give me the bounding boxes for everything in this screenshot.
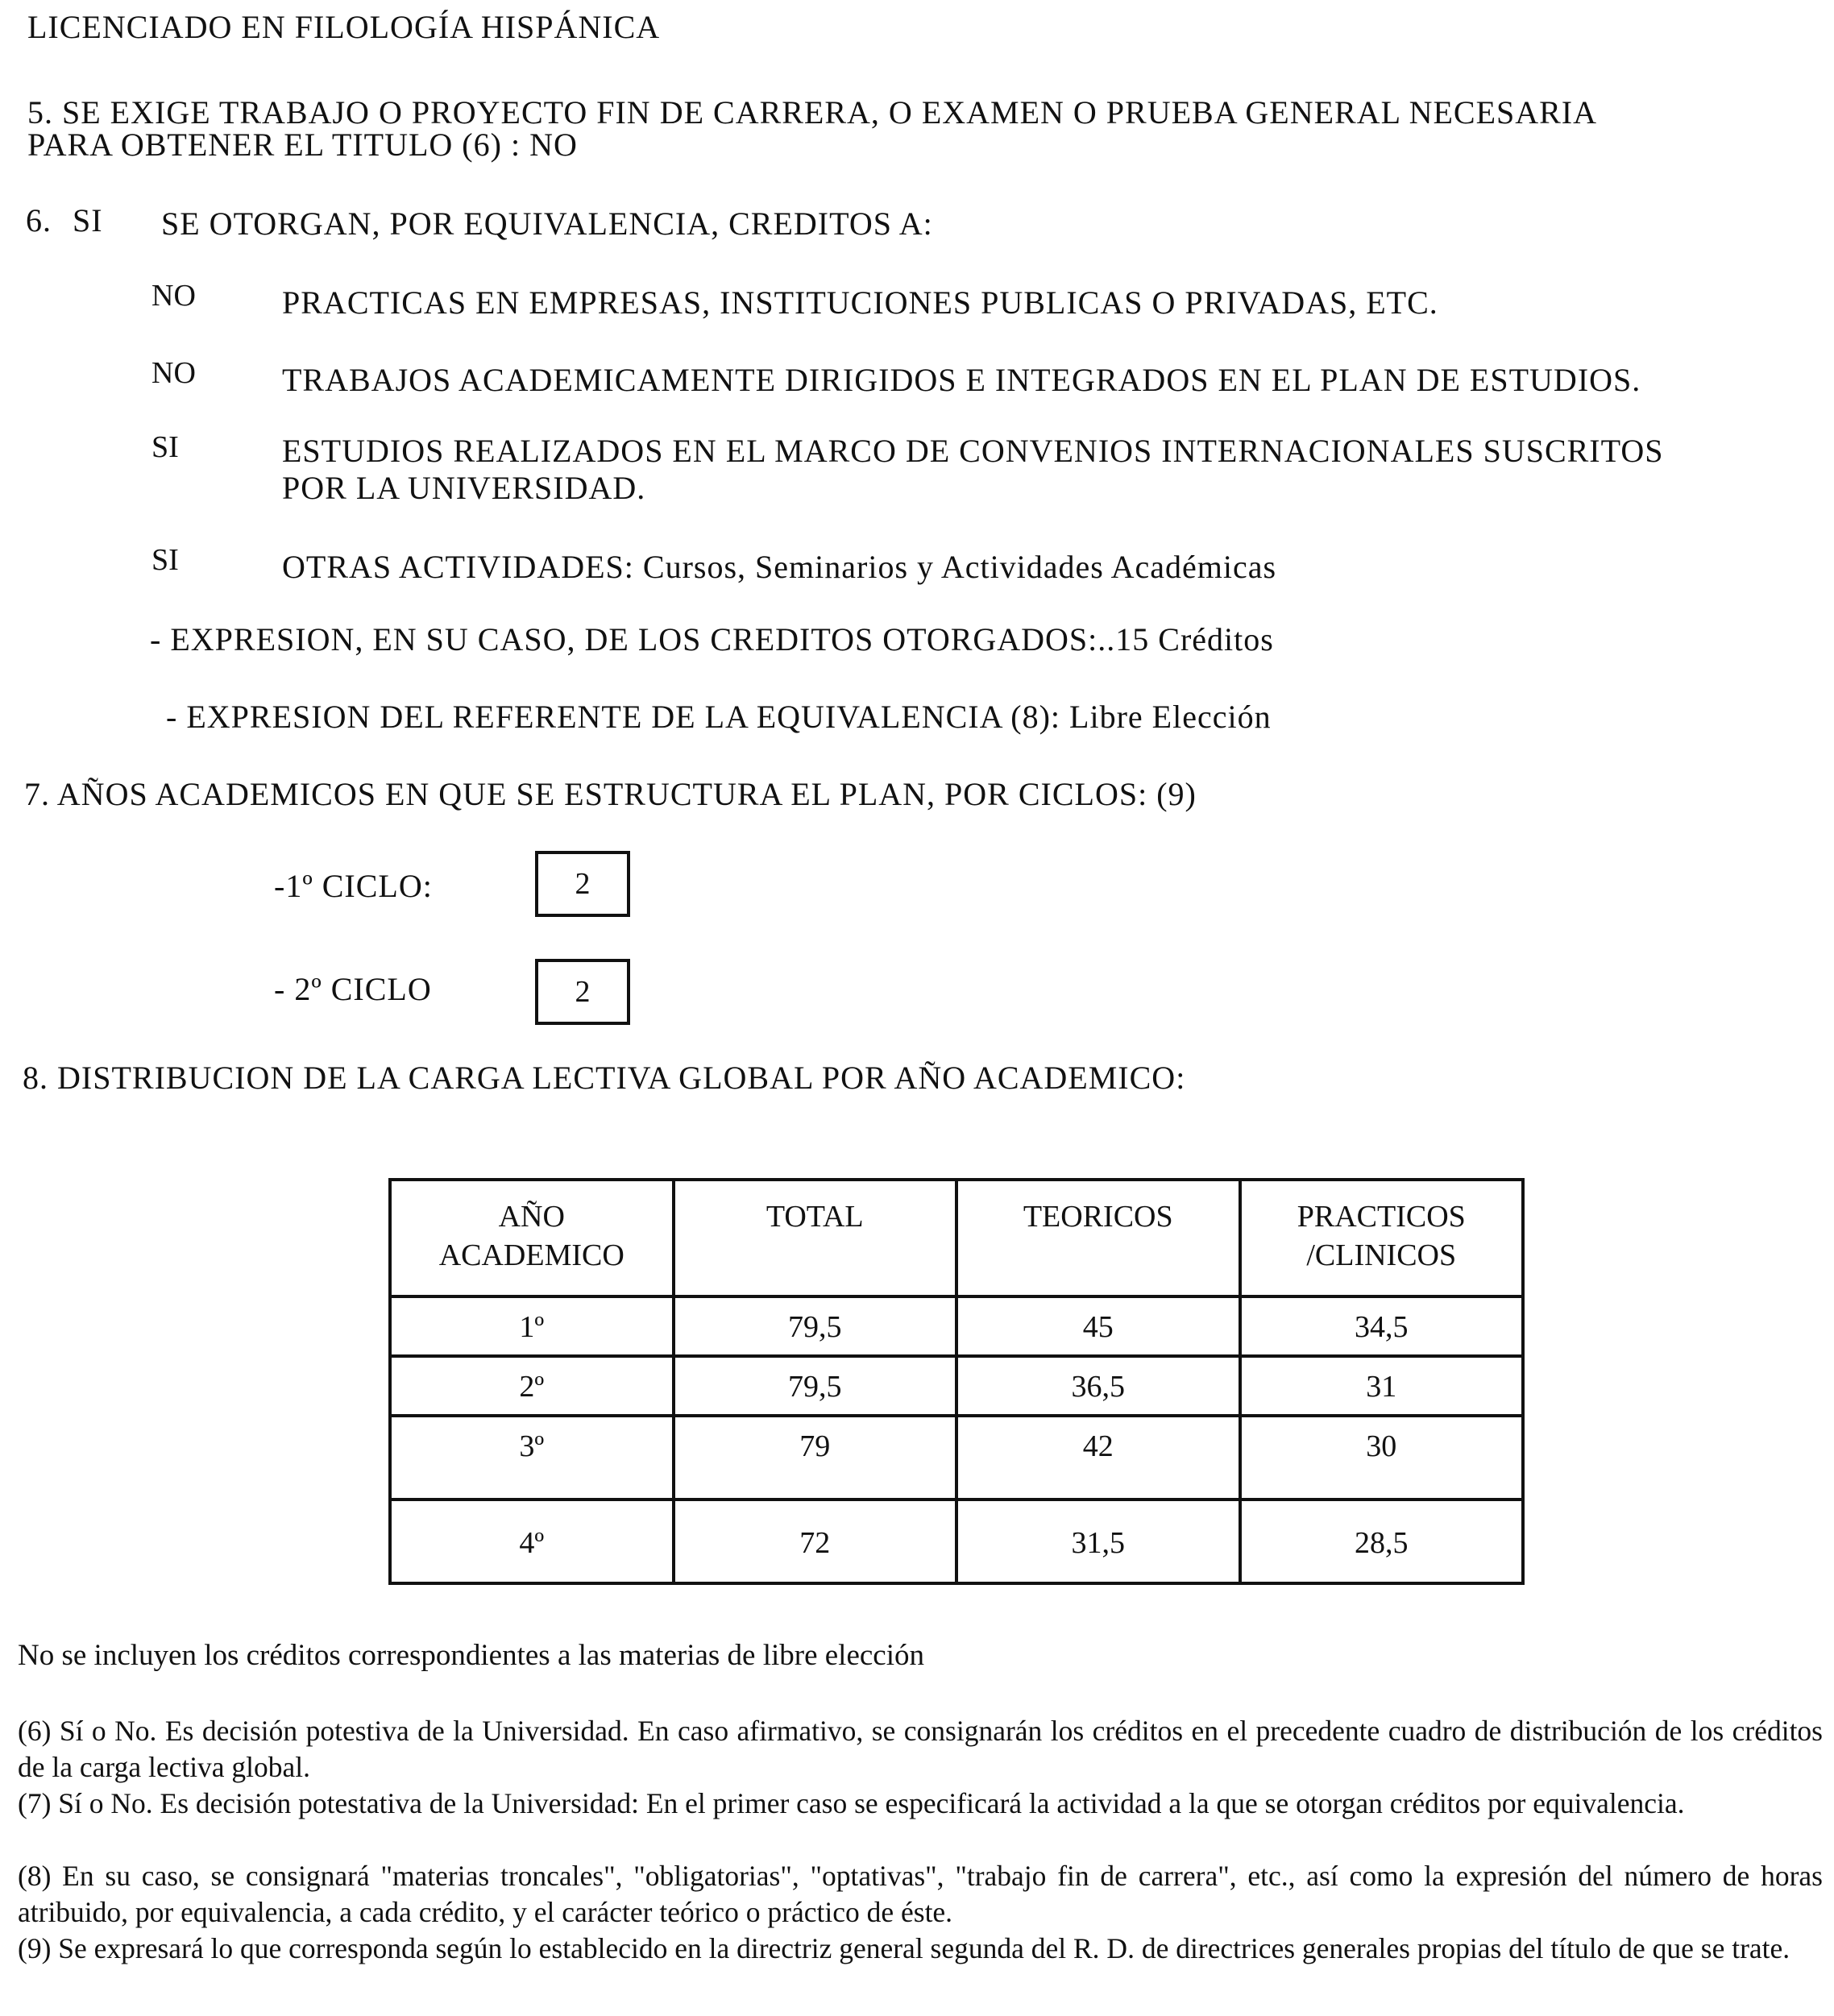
cell-practical: 34,5 — [1240, 1296, 1524, 1356]
section6-number: 6. — [26, 202, 52, 239]
cycle1-label: -1º CICLO: — [274, 868, 433, 904]
section6-heading: SE OTORGAN, POR EQUIVALENCIA, CREDITOS A: — [161, 205, 933, 242]
footnote-8: (8) En su caso, se consignará "materias troncales", "obligatorias", "optativas", "trabajo fin de carrera", etc., así como la expresión del número de horas atribuido, por equivalencia, a cada crédito, y el carácter teórico o práctico de éste. — [18, 1860, 1823, 1928]
cell-total: 79,5 — [674, 1356, 957, 1416]
item-text: PRACTICAS EN EMPRESAS, INSTITUCIONES PUBLICAS O PRIVADAS, ETC. — [282, 284, 1438, 321]
cell-year: 1º — [390, 1296, 674, 1356]
table-header-row — [390, 1180, 1523, 1296]
section7-heading: 7. AÑOS ACADEMICOS EN QUE SE ESTRUCTURA EL PLAN, POR CICLOS: (9) — [24, 776, 1197, 812]
cell-year: 3º — [390, 1416, 674, 1500]
degree-title: LICENCIADO EN FILOLOGÍA HISPÁNICA — [27, 9, 661, 45]
header-practical: PRACTICOS /CLINICOS — [1240, 1180, 1524, 1296]
table-row — [390, 1356, 1523, 1416]
item-answer: NO — [151, 279, 196, 313]
section5-line2: PARA OBTENER EL TITULO (6) : NO — [27, 127, 578, 163]
cycle2-label: - 2º CICLO — [274, 971, 432, 1007]
item-text: OTRAS ACTIVIDADES: Cursos, Seminarios y Actividades Académicas — [282, 549, 1277, 585]
footnote-6: (6) Sí o No. Es decisión potestiva de la Universidad. En caso afirmativo, se consignarán los créditos en el precedente cuadro de distribución de los créditos de la carga lectiva global. — [18, 1715, 1823, 1783]
cell-theoretical: 42 — [956, 1416, 1240, 1500]
footnote-7: (7) Sí o No. Es decisión potestativa de la Universidad: En el primer caso se especificará la actividad a la que se otorgan créditos por equivalencia. — [18, 1787, 1685, 1819]
table-note: No se incluyen los créditos correspondientes a las materias de libre elección — [18, 1639, 925, 1672]
section5-line1: 5. SE EXIGE TRABAJO O PROYECTO FIN DE CARRERA, O EXAMEN O PRUEBA GENERAL NECESARIA — [27, 94, 1598, 131]
header-total: TOTAL — [674, 1180, 957, 1296]
item-text: TRABAJOS ACADEMICAMENTE DIRIGIDOS E INTEGRADOS EN EL PLAN DE ESTUDIOS. — [282, 362, 1641, 398]
referent-expression: - EXPRESION DEL REFERENTE DE LA EQUIVALENCIA (8): Libre Elección — [166, 699, 1272, 735]
item-text-continued: POR LA UNIVERSIDAD. — [282, 470, 646, 506]
cell-year: 2º — [390, 1356, 674, 1416]
item-answer: NO — [151, 356, 196, 390]
cycle2-years-box: 2 — [535, 959, 630, 1025]
table-row — [390, 1416, 1523, 1500]
cell-practical: 31 — [1240, 1356, 1524, 1416]
section8-heading: 8. DISTRIBUCION DE LA CARGA LECTIVA GLOBAL POR AÑO ACADEMICO: — [23, 1060, 1186, 1096]
cell-practical: 28,5 — [1240, 1500, 1524, 1583]
header-theoretical: TEORICOS — [956, 1180, 1240, 1296]
cell-total: 79,5 — [674, 1296, 957, 1356]
cell-theoretical: 31,5 — [956, 1500, 1240, 1583]
cell-year: 4º — [390, 1500, 674, 1583]
table-row — [390, 1296, 1523, 1356]
item-answer: SI — [151, 543, 179, 577]
cell-total: 79 — [674, 1416, 957, 1500]
cycle1-years-box: 2 — [535, 851, 630, 917]
cell-total: 72 — [674, 1500, 957, 1583]
footnote-9: (9) Se expresará lo que corresponda según lo establecido en la directriz general segunda del R. D. de directrices generales propias del título de que se trate. — [18, 1932, 1790, 1964]
item-answer: SI — [151, 430, 179, 464]
section6-answer: SI — [73, 202, 103, 239]
cell-theoretical: 36,5 — [956, 1356, 1240, 1416]
cell-theoretical: 45 — [956, 1296, 1240, 1356]
item-text: ESTUDIOS REALIZADOS EN EL MARCO DE CONVENIOS INTERNACIONALES SUSCRITOS — [282, 433, 1664, 469]
credits-expression: - EXPRESION, EN SU CASO, DE LOS CREDITOS OTORGADOS:..15 Créditos — [150, 621, 1274, 657]
table-row — [390, 1500, 1523, 1583]
cell-practical: 30 — [1240, 1416, 1524, 1500]
header-year: AÑO ACADEMICO — [390, 1180, 674, 1296]
credit-distribution-table — [388, 1178, 1525, 1585]
